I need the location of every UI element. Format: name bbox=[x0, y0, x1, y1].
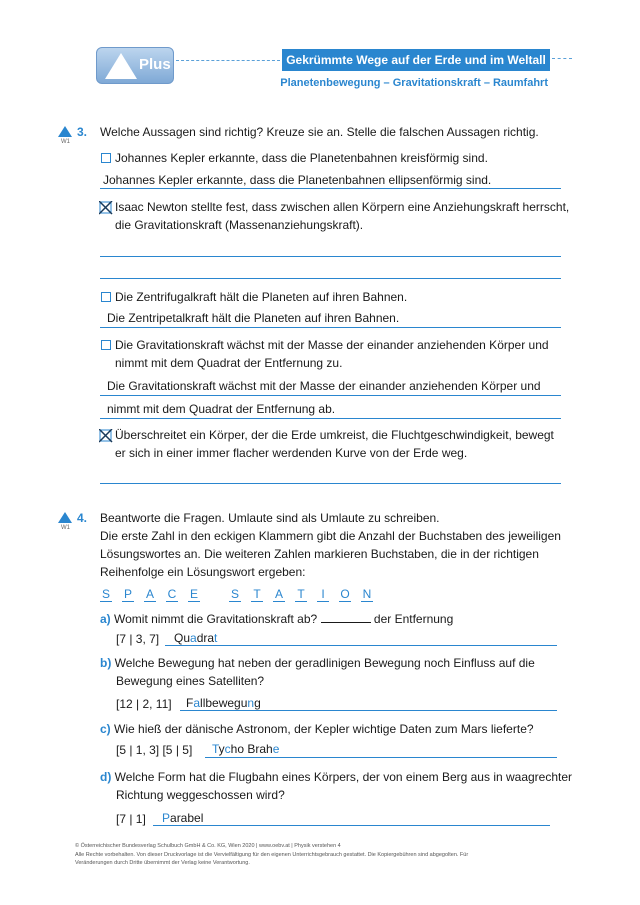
solution-letter[interactable]: E bbox=[189, 587, 198, 601]
solution-letter[interactable]: A bbox=[145, 587, 154, 601]
task-triangle-icon bbox=[58, 126, 72, 137]
answer-line bbox=[100, 256, 561, 257]
solution-letter[interactable]: A bbox=[274, 587, 283, 601]
page-subtitle: Planetenbewegung – Gravitationskraft – Raumfahrt bbox=[280, 77, 548, 89]
statement-5-line-1: Überschreitet ein Körper, der die Erde umkreist, die Fluchtgeschwindigkeit, bewegt bbox=[115, 428, 554, 442]
answer-line bbox=[153, 825, 550, 826]
checkbox-statement-3[interactable] bbox=[101, 292, 111, 302]
question-text: Welche Form hat die Flugbahn eines Körpers, der von einem Berg aus in waagrechter bbox=[114, 770, 573, 784]
blank-field[interactable] bbox=[321, 622, 371, 623]
checked-checkbox-statement-5[interactable] bbox=[99, 429, 113, 443]
solution-word-2 bbox=[229, 587, 373, 602]
logo-text: Plus bbox=[139, 56, 171, 73]
question-tail: der Entfernung bbox=[373, 612, 454, 626]
checkbox-statement-4[interactable] bbox=[101, 340, 111, 350]
code-a: [7 | 3, 7] bbox=[116, 632, 160, 646]
question-label: a) bbox=[100, 612, 111, 626]
task-triangle-icon bbox=[58, 512, 72, 523]
solution-letter[interactable]: T bbox=[295, 587, 307, 602]
answer-line bbox=[100, 327, 561, 328]
answer-4-line-1[interactable]: Die Gravitationskraft wächst mit der Masse der einander anziehenden Körper und bbox=[107, 379, 541, 393]
question-label: c) bbox=[100, 722, 111, 736]
code-c: [5 | 1, 3] [5 | 5] bbox=[116, 743, 193, 757]
intro-line-2: Die erste Zahl in den eckigen Klammern gibt die Anzahl der Buchstaben des jeweiligen bbox=[100, 529, 561, 543]
question-label: d) bbox=[100, 770, 112, 784]
task-instruction: Welche Aussagen sind richtig? Kreuze sie an. Stelle die falschen Aussagen richtig. bbox=[100, 125, 539, 139]
solution-word-1 bbox=[100, 587, 200, 602]
statement-2-line-1: Isaac Newton stellte fest, dass zwischen allen Körpern eine Anziehungskraft herrscht, bbox=[115, 200, 570, 214]
intro-line-1: Beantworte die Fragen. Umlaute sind als Umlaute zu schreiben. bbox=[100, 511, 440, 525]
question-c bbox=[100, 722, 534, 737]
answer-d[interactable]: Parabel bbox=[162, 811, 204, 825]
header-divider bbox=[176, 60, 280, 61]
task-tag: W1 bbox=[61, 525, 70, 531]
question-b bbox=[100, 656, 535, 671]
footer-responsibility: Veränderungen durch Dritte übernimmt der Verlag keine Verantwortung. bbox=[75, 860, 250, 866]
question-text: Welche Bewegung hat neben der geradlinigen Bewegung noch Einfluss auf die bbox=[114, 656, 535, 670]
solution-letter[interactable]: P bbox=[123, 587, 132, 601]
code-d: [7 | 1] bbox=[116, 812, 146, 826]
statement-4-line-2: nimmt mit dem Quadrat der Entfernung zu. bbox=[115, 356, 343, 370]
task-tag: W1 bbox=[61, 139, 70, 145]
statement-5-line-2: er sich in einer immer flacher werdenden Kurve von der Erde weg. bbox=[115, 446, 468, 460]
solution-letter[interactable]: I bbox=[317, 587, 329, 602]
answer-line bbox=[205, 757, 557, 758]
page-title: Gekrümmte Wege auf der Erde und im Weltall bbox=[282, 49, 550, 71]
solution-letter[interactable]: C bbox=[167, 587, 177, 601]
answer-line bbox=[100, 188, 561, 189]
solution-letter[interactable]: S bbox=[101, 587, 110, 601]
answer-line bbox=[180, 710, 557, 711]
question-a bbox=[100, 612, 453, 627]
solution-letter[interactable]: N bbox=[362, 587, 372, 601]
code-b: [12 | 2, 11] bbox=[116, 697, 172, 711]
question-d bbox=[100, 770, 572, 785]
question-label: b) bbox=[100, 656, 112, 670]
plus-logo bbox=[96, 47, 174, 84]
answer-a[interactable]: Quadrat bbox=[174, 631, 218, 645]
question-text: Womit nimmt die Gravitationskraft ab? bbox=[114, 612, 318, 626]
solution-letter[interactable]: O bbox=[340, 587, 350, 601]
solution-letter[interactable]: T bbox=[251, 587, 263, 602]
answer-4-line-2[interactable]: nimmt mit dem Quadrat der Entfernung ab. bbox=[107, 402, 336, 416]
task-number: 3. bbox=[77, 125, 88, 139]
answer-3[interactable]: Die Zentripetalkraft hält die Planeten auf ihren Bahnen. bbox=[107, 311, 400, 325]
question-b-line-2: Bewegung eines Satelliten? bbox=[116, 674, 265, 688]
answer-b[interactable]: Fallbewegung bbox=[186, 696, 261, 710]
intro-line-4: Reihenfolge ein Lösungswort ergeben: bbox=[100, 565, 306, 579]
checked-checkbox-statement-2[interactable] bbox=[99, 201, 113, 215]
answer-line bbox=[100, 483, 561, 484]
statement-4-line-1: Die Gravitationskraft wächst mit der Masse der einander anziehenden Körper und bbox=[115, 338, 549, 352]
question-text: Wie hieß der dänische Astronom, der Kepler wichtige Daten zum Mars lieferte? bbox=[114, 722, 534, 736]
task-number: 4. bbox=[77, 511, 88, 525]
triangle-icon bbox=[105, 53, 137, 79]
answer-line bbox=[165, 645, 557, 646]
intro-line-3: Lösungswortes an. Die weiteren Zahlen markieren Buchstaben, die in der richtigen bbox=[100, 547, 539, 561]
checkbox-statement-1[interactable] bbox=[101, 153, 111, 163]
answer-c[interactable]: Tycho Brahe bbox=[212, 742, 280, 756]
statement-3: Die Zentrifugalkraft hält die Planeten auf ihren Bahnen. bbox=[115, 290, 408, 304]
statement-2-line-2: die Gravitationskraft (Massenanziehungskraft). bbox=[115, 218, 364, 232]
statement-1: Johannes Kepler erkannte, dass die Planetenbahnen kreisförmig sind. bbox=[115, 151, 488, 165]
answer-line bbox=[100, 395, 561, 396]
answer-line bbox=[100, 418, 561, 419]
solution-letter[interactable]: S bbox=[230, 587, 239, 601]
answer-line bbox=[100, 278, 561, 279]
header-divider bbox=[552, 58, 572, 59]
answer-1[interactable]: Johannes Kepler erkannte, dass die Planetenbahnen ellipsenförmig sind. bbox=[103, 173, 492, 187]
footer-rights: Alle Rechte vorbehalten. Von dieser Druckvorlage ist die Vervielfältigung für den eigenen Unterrichtsgebrauch gestattet. Die Kopiergebühren sind abgegolten. Für bbox=[75, 852, 469, 858]
question-d-line-2: Richtung weggeschossen wird? bbox=[116, 788, 285, 802]
footer-copyright: © Österreichischer Bundesverlag Schulbuch GmbH & Co. KG, Wien 2020 | www.oebv.at | Physik verstehen 4 bbox=[75, 843, 341, 849]
